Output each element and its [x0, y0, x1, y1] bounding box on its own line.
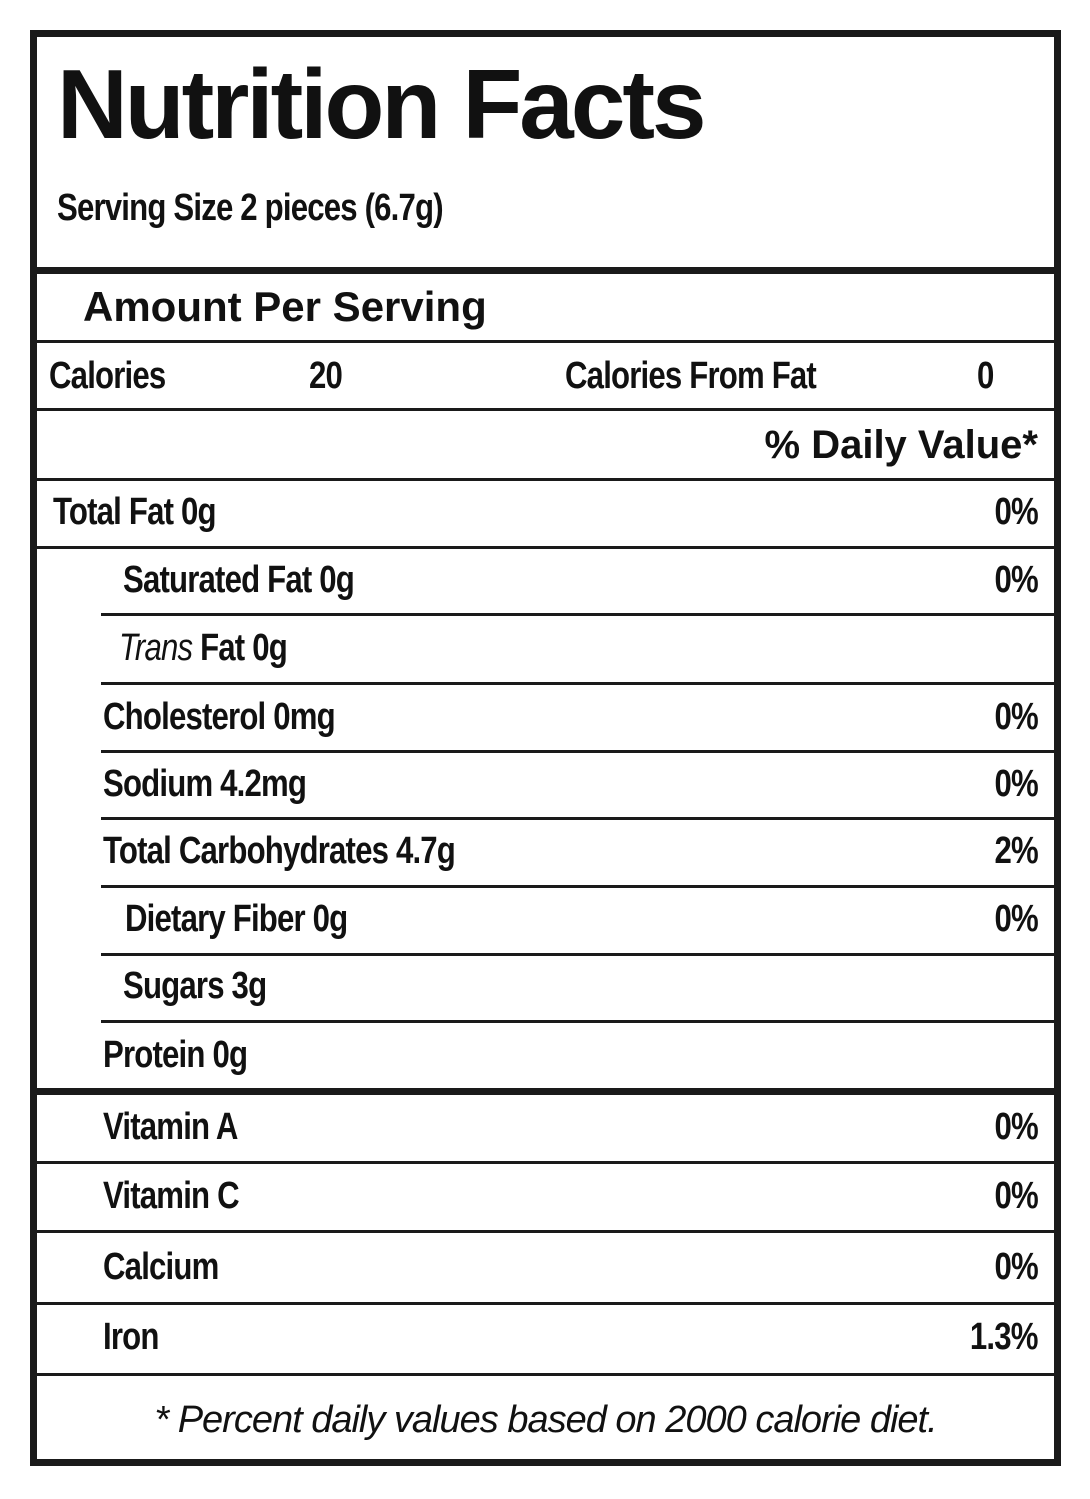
- calories-value: 20: [309, 355, 343, 397]
- amount-per-serving: Amount Per Serving: [83, 283, 487, 330]
- vitamin-label-calcium: Calcium: [103, 1246, 219, 1288]
- nutrient-label-dietary-fiber: Dietary Fiber 0g: [125, 898, 348, 940]
- nutrient-dv-sodium: 0%: [994, 763, 1038, 805]
- label-title: Nutrition Facts: [57, 49, 704, 159]
- nutrient-label-sugars: Sugars 3g: [123, 965, 267, 1007]
- calories-label: Calories: [49, 355, 166, 397]
- nutrient-label-total-fat: Total Fat 0g: [53, 491, 216, 533]
- nutrient-dv-saturated-fat: 0%: [994, 559, 1038, 601]
- nutrient-dv-total-carbohydrates: 2%: [994, 830, 1038, 872]
- divider: [37, 546, 1054, 549]
- divider: [101, 750, 1054, 753]
- nutrient-label-sodium: Sodium 4.2mg: [103, 763, 307, 805]
- vitamin-label-c: Vitamin C: [103, 1175, 239, 1217]
- nutrition-label: [30, 30, 1061, 1466]
- nutrient-label-cholesterol: Cholesterol 0mg: [103, 696, 335, 738]
- divider: [37, 340, 1054, 343]
- divider: [101, 953, 1054, 956]
- daily-value-header: % Daily Value*: [764, 423, 1038, 467]
- divider: [101, 885, 1054, 888]
- nutrient-dv-total-fat: 0%: [994, 491, 1038, 533]
- nutrient-label-protein: Protein 0g: [103, 1034, 248, 1076]
- vitamin-dv-c: 0%: [994, 1175, 1038, 1217]
- divider: [37, 1161, 1054, 1164]
- vitamin-dv-a: 0%: [994, 1106, 1038, 1148]
- nutrient-dv-dietary-fiber: 0%: [994, 898, 1038, 940]
- nutrient-dv-cholesterol: 0%: [994, 696, 1038, 738]
- vitamin-dv-iron: 1.3%: [970, 1316, 1038, 1358]
- divider: [37, 408, 1054, 411]
- divider: [37, 1230, 1054, 1233]
- vitamin-label-a: Vitamin A: [103, 1106, 238, 1148]
- thick-divider: [37, 1088, 1054, 1095]
- divider: [101, 682, 1054, 685]
- trans-italic: Trans: [119, 627, 193, 669]
- divider: [101, 817, 1054, 820]
- divider: [37, 1302, 1054, 1305]
- divider: [101, 1020, 1054, 1023]
- calories-from-fat-label: Calories From Fat: [565, 355, 816, 397]
- calories-from-fat-value: 0: [977, 355, 994, 397]
- divider: [37, 478, 1054, 481]
- trans-fat-text: Fat 0g: [192, 627, 287, 669]
- serving-size: Serving Size 2 pieces (6.7g): [57, 187, 443, 229]
- vitamin-dv-calcium: 0%: [994, 1246, 1038, 1288]
- divider: [101, 613, 1054, 616]
- divider: [37, 1373, 1054, 1376]
- thick-divider: [37, 267, 1054, 274]
- vitamin-label-iron: Iron: [103, 1316, 159, 1358]
- nutrient-label-total-carbohydrates: Total Carbohydrates 4.7g: [103, 830, 456, 872]
- nutrient-label-saturated-fat: Saturated Fat 0g: [123, 559, 355, 601]
- nutrient-label-trans-fat: [119, 627, 287, 670]
- footnote: * Percent daily values based on 2000 calorie diet.: [154, 1399, 937, 1441]
